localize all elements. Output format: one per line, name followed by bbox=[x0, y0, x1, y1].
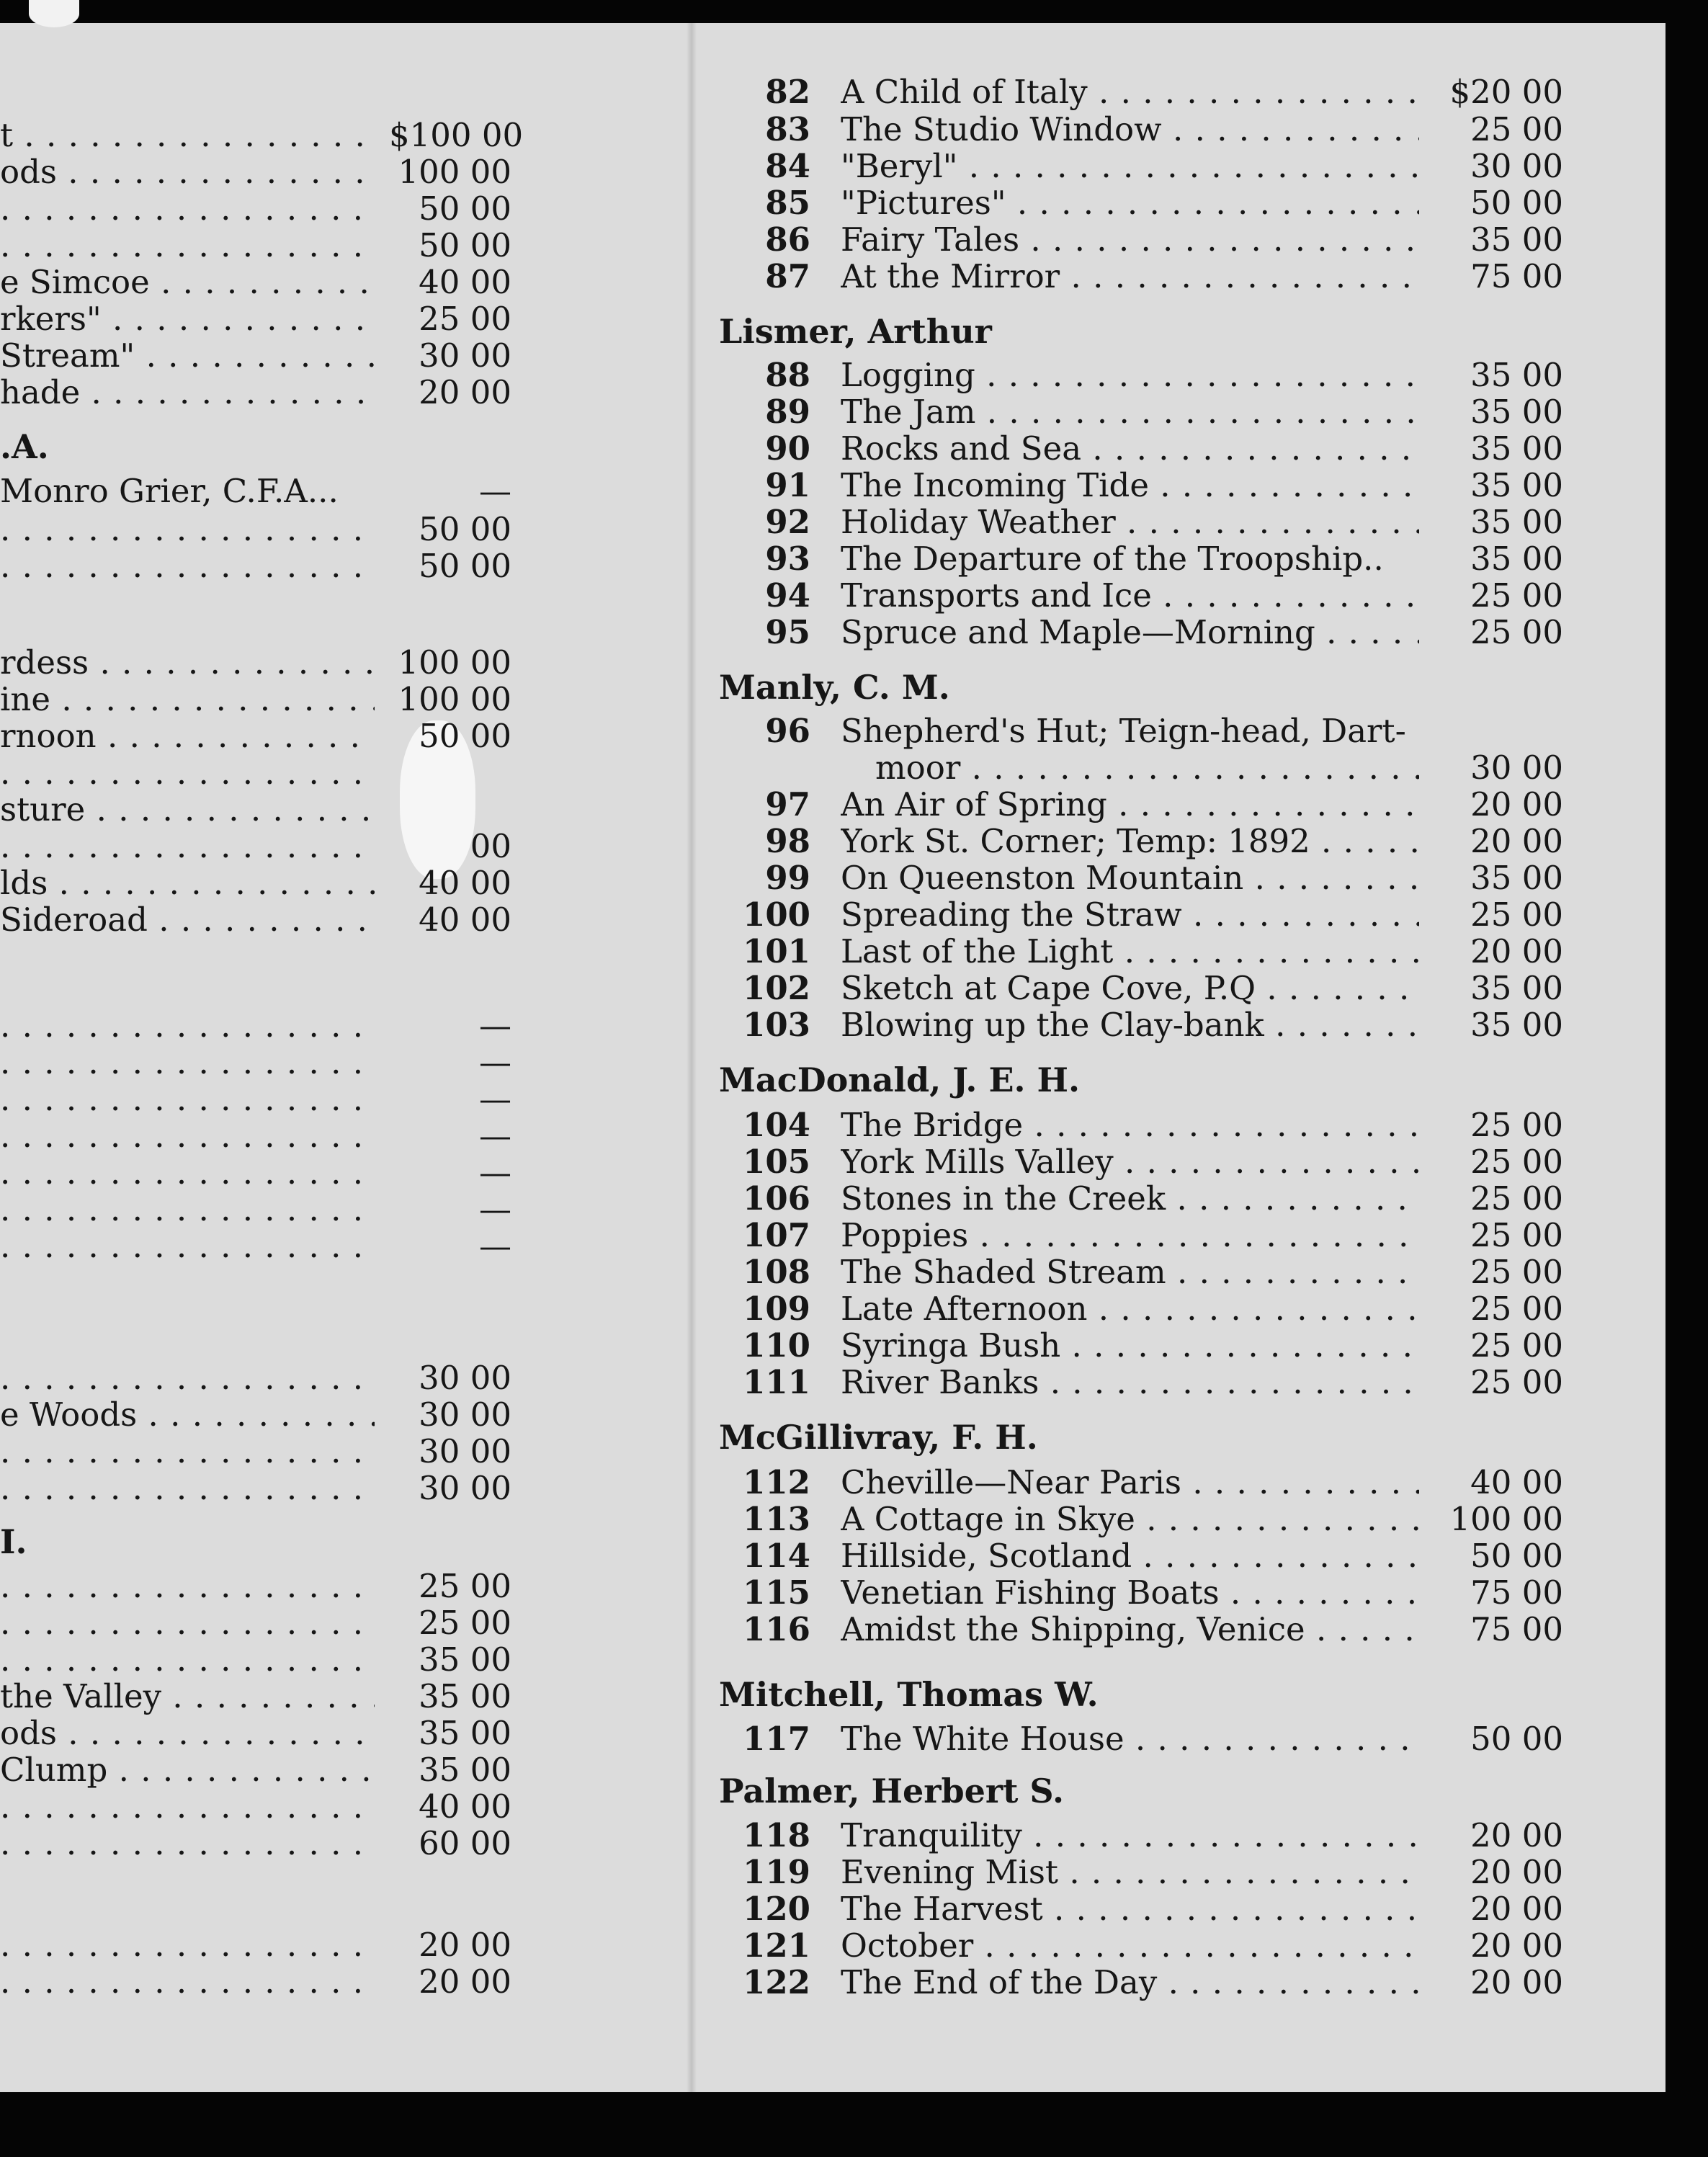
entry-title: The Shaded Stream . . . bbox=[841, 1254, 1419, 1291]
catalogue-entry bbox=[0, 614, 1585, 651]
entry-price: 20 00 bbox=[419, 1926, 511, 1964]
entry-title-fragment: ine . . . bbox=[0, 681, 375, 718]
catalogue-entry bbox=[0, 970, 1585, 1007]
entry-number: 120 bbox=[743, 1890, 810, 1928]
entry-price: 25 00 bbox=[419, 1604, 511, 1642]
entry-title: Spreading the Straw . . . bbox=[841, 896, 1419, 934]
catalogue-entry bbox=[0, 504, 1585, 541]
entry-price: 20 00 bbox=[1470, 932, 1563, 970]
entry-title: Spruce and Maple—Morning . . . bbox=[841, 614, 1419, 651]
entry-title: Logging . . . bbox=[841, 357, 1419, 394]
entry-number: 109 bbox=[743, 1290, 810, 1328]
catalogue-entry bbox=[0, 1180, 1585, 1218]
entry-price: 20 00 bbox=[1470, 785, 1563, 823]
entry-price: 20 00 bbox=[419, 373, 511, 411]
entry-price: — bbox=[479, 1227, 511, 1265]
entry-title-fragment: Sideroad . . . bbox=[0, 901, 375, 939]
artist-heading: Mitchell, Thomas W. bbox=[719, 1675, 1099, 1714]
entry-title-fragment: Monro Grier, C.F.A... bbox=[0, 473, 339, 510]
entry-title: Shepherd's Hut; Teign-head, Dart- bbox=[841, 713, 1406, 750]
catalogue-entry bbox=[0, 1964, 1585, 2001]
entry-price: 50 00 bbox=[1470, 1720, 1563, 1758]
entry-title: The Incoming Tide . . . bbox=[841, 467, 1419, 504]
entry-price: 35 00 bbox=[1470, 1006, 1563, 1044]
entry-price: 30 00 bbox=[1470, 749, 1563, 787]
entry-number: 113 bbox=[743, 1500, 810, 1538]
catalogue-entry bbox=[0, 540, 1585, 578]
entry-price: 35 00 bbox=[1470, 540, 1563, 578]
catalogue-entry bbox=[0, 148, 1585, 185]
entry-price: 00 bbox=[470, 827, 511, 865]
artist-heading: McGillivray, F. H. bbox=[719, 1418, 1038, 1457]
entry-title: The Studio Window . . . bbox=[841, 111, 1419, 148]
entry-price: 20 00 bbox=[1470, 1816, 1563, 1854]
catalogue-entry bbox=[0, 859, 1585, 897]
entry-number: 84 bbox=[765, 147, 810, 185]
catalogue-entry bbox=[0, 467, 1585, 504]
entry-price: 20 00 bbox=[1470, 822, 1563, 860]
entry-price: 50 00 bbox=[419, 547, 511, 585]
entry-price: 35 00 bbox=[419, 1640, 511, 1679]
catalogue-entry bbox=[0, 1254, 1585, 1291]
catalogue-entry bbox=[0, 111, 1585, 148]
entry-title-fragment: the Valley . . . bbox=[0, 1678, 375, 1715]
entry-title: Last of the Light . . . bbox=[841, 933, 1419, 970]
entry-title-fragment: Stream" . . . bbox=[0, 337, 375, 375]
entry-number: 110 bbox=[743, 1326, 810, 1365]
entry-price: 50 00 bbox=[1470, 184, 1563, 222]
entry-number: 94 bbox=[765, 576, 810, 615]
entry-price: 25 00 bbox=[419, 1567, 511, 1605]
entry-number: 104 bbox=[743, 1106, 810, 1144]
entry-title: Blowing up the Clay-bank . . . bbox=[841, 1006, 1419, 1044]
entry-number: 101 bbox=[743, 932, 810, 970]
entry-title: The Departure of the Troopship.. bbox=[841, 540, 1384, 578]
catalogue-entry bbox=[0, 1537, 1585, 1575]
catalogue-entry-fragment bbox=[0, 1678, 519, 1715]
entry-title: Venetian Fishing Boats . . . bbox=[841, 1574, 1419, 1612]
catalogue-entry bbox=[0, 823, 1585, 860]
entry-title: On Queenston Mountain . . . bbox=[841, 859, 1419, 897]
entry-number: 99 bbox=[765, 859, 810, 897]
entry-price: 35 00 bbox=[1470, 503, 1563, 541]
entry-title: The Jam . . . bbox=[841, 393, 1419, 431]
catalogue-entry bbox=[0, 1817, 1585, 1854]
entry-title-fragment bbox=[0, 1044, 375, 1081]
catalogue-entry bbox=[0, 1854, 1585, 1891]
entry-price: 30 00 bbox=[419, 1432, 511, 1470]
entry-number: 91 bbox=[765, 466, 810, 504]
entry-title: York Mills Valley . . . bbox=[841, 1143, 1419, 1181]
entry-number: 105 bbox=[743, 1143, 810, 1181]
entry-price: 40 00 bbox=[1470, 1463, 1563, 1501]
catalogue-entry bbox=[0, 786, 1585, 823]
artist-heading-fragment: I. bbox=[0, 1522, 27, 1561]
entry-title: Hillside, Scotland . . . bbox=[841, 1537, 1419, 1575]
entry-title: The Harvest . . . bbox=[841, 1890, 1419, 1928]
entry-price: 40 00 bbox=[419, 901, 511, 939]
entry-price: — bbox=[479, 1080, 511, 1118]
entry-title: Syringa Bush . . . bbox=[841, 1327, 1419, 1365]
entry-title-fragment: rkers" . . . bbox=[0, 300, 375, 338]
catalogue-entry bbox=[0, 184, 1585, 222]
artist-heading: Lismer, Arthur bbox=[719, 312, 992, 351]
entry-price: 25 00 bbox=[419, 300, 511, 338]
entry-price: 30 00 bbox=[419, 1359, 511, 1397]
entry-title: River Banks . . . bbox=[841, 1364, 1419, 1401]
entry-price: 40 00 bbox=[419, 864, 511, 902]
entry-price: 75 00 bbox=[1470, 1573, 1563, 1612]
entry-number: 93 bbox=[765, 540, 810, 578]
entry-number: 114 bbox=[743, 1537, 810, 1575]
entry-price: 20 00 bbox=[1470, 1926, 1563, 1965]
entry-title: Fairy Tales . . . bbox=[841, 221, 1419, 259]
entry-price: — bbox=[479, 1190, 511, 1228]
entry-title: A Child of Italy . . . bbox=[841, 73, 1419, 111]
catalogue-entry bbox=[0, 933, 1585, 970]
entry-price: — bbox=[479, 1006, 511, 1045]
entry-price: 25 00 bbox=[1470, 1290, 1563, 1328]
catalogue-entry bbox=[0, 1364, 1585, 1401]
catalogue-entry bbox=[0, 73, 1585, 111]
artist-heading: Manly, C. M. bbox=[719, 668, 950, 707]
entry-title-fragment: lds . . . bbox=[0, 865, 375, 902]
entry-price: 35 00 bbox=[1470, 356, 1563, 394]
entry-title: Sketch at Cape Cove, P.Q . . . bbox=[841, 970, 1419, 1007]
entry-price: 75 00 bbox=[1470, 1610, 1563, 1648]
entry-price: — bbox=[479, 472, 511, 510]
entry-price: 20 00 bbox=[1470, 1963, 1563, 2001]
entry-title: York St. Corner; Temp: 1892 . . . bbox=[841, 823, 1419, 860]
entry-number: 118 bbox=[743, 1816, 810, 1854]
entry-number: 98 bbox=[765, 822, 810, 860]
entry-price: 35 00 bbox=[419, 1714, 511, 1752]
catalogue-entry-fragment bbox=[0, 1396, 519, 1434]
entry-price: 30 00 bbox=[419, 1395, 511, 1434]
entry-price: 20 00 bbox=[1470, 1853, 1563, 1891]
entry-title: An Air of Spring . . . bbox=[841, 786, 1419, 823]
entry-title: Poppies . . . bbox=[841, 1217, 1419, 1254]
entry-title-fragment: rdess . . . bbox=[0, 644, 375, 682]
entry-price: 100 00 bbox=[1449, 1500, 1563, 1538]
torn-corner bbox=[29, 0, 79, 27]
entry-number: 111 bbox=[743, 1363, 810, 1401]
catalogue-entry bbox=[0, 1107, 1585, 1144]
entry-title-fragment: e Woods . . . bbox=[0, 1396, 375, 1434]
entry-price: 25 00 bbox=[1470, 1143, 1563, 1181]
catalogue-entry bbox=[0, 1143, 1585, 1181]
catalogue-entry bbox=[0, 1464, 1585, 1501]
entry-price: $100 00 bbox=[389, 116, 524, 154]
catalogue-entry bbox=[0, 1327, 1585, 1365]
catalogue-entry bbox=[0, 393, 1585, 431]
catalogue-entry bbox=[0, 577, 1585, 615]
catalogue-entry bbox=[0, 1574, 1585, 1612]
entry-price: — bbox=[479, 1153, 511, 1192]
entry-price: 35 00 bbox=[1470, 859, 1563, 897]
entry-price: 40 00 bbox=[419, 263, 511, 301]
entry-price: 20 00 bbox=[1470, 1890, 1563, 1928]
entry-title: Tranquility . . . bbox=[841, 1817, 1419, 1854]
entry-price: 30 00 bbox=[419, 1469, 511, 1507]
entry-title: moor . . . bbox=[875, 749, 1419, 787]
entry-price: 25 00 bbox=[1470, 1363, 1563, 1401]
entry-title: Evening Mist . . . bbox=[841, 1854, 1419, 1891]
catalogue-entry bbox=[0, 258, 1585, 295]
entry-price: 35 00 bbox=[1470, 466, 1563, 504]
entry-title-fragment: hade . . . bbox=[0, 374, 375, 411]
entry-number: 107 bbox=[743, 1216, 810, 1254]
entry-title: Rocks and Sea . . . bbox=[841, 430, 1419, 468]
artist-heading-fragment: .A. bbox=[0, 427, 49, 466]
entry-number: 92 bbox=[765, 503, 810, 541]
entry-title: Cheville—Near Paris . . . bbox=[841, 1464, 1419, 1501]
entry-number: 85 bbox=[765, 184, 810, 222]
entry-number: 112 bbox=[743, 1463, 810, 1501]
entry-title: October . . . bbox=[841, 1927, 1419, 1965]
entry-number: 108 bbox=[743, 1253, 810, 1291]
catalogue-entry bbox=[0, 221, 1585, 259]
catalogue-entry bbox=[0, 896, 1585, 934]
entry-price: 50 00 bbox=[419, 189, 511, 228]
entry-price: 40 00 bbox=[419, 1787, 511, 1826]
entry-title-fragment: ods . . . bbox=[0, 153, 375, 191]
entry-price: 25 00 bbox=[1470, 1253, 1563, 1291]
entry-number: 87 bbox=[765, 257, 810, 295]
catalogue-entry bbox=[0, 1501, 1585, 1538]
entry-number: 102 bbox=[743, 969, 810, 1007]
artist-heading: MacDonald, J. E. H. bbox=[719, 1060, 1081, 1099]
entry-number: 86 bbox=[765, 220, 810, 259]
entry-price: 35 00 bbox=[1470, 429, 1563, 468]
entry-title: "Beryl" . . . bbox=[841, 148, 1419, 185]
entry-title: The Bridge . . . bbox=[841, 1107, 1419, 1144]
entry-number: 106 bbox=[743, 1179, 810, 1218]
entry-title-fragment: rnoon . . . bbox=[0, 718, 375, 755]
entry-price: 25 00 bbox=[1470, 1179, 1563, 1218]
catalogue-entry bbox=[0, 427, 1585, 468]
entry-title: Amidst the Shipping, Venice . . . bbox=[841, 1611, 1419, 1648]
entry-price: 35 00 bbox=[1470, 969, 1563, 1007]
entry-price: 20 00 bbox=[419, 1962, 511, 2001]
entry-price: 50 00 bbox=[1470, 1537, 1563, 1575]
catalogue-entry-fragment bbox=[0, 300, 519, 338]
entry-price: 35 00 bbox=[419, 1751, 511, 1789]
entry-price: 35 00 bbox=[419, 1677, 511, 1715]
entry-price: 25 00 bbox=[1470, 576, 1563, 615]
catalogue-entry bbox=[0, 1927, 1585, 1965]
entry-price: 100 00 bbox=[398, 643, 511, 682]
entry-title: A Cottage in Skye . . . bbox=[841, 1501, 1419, 1538]
catalogue-entry bbox=[0, 1890, 1585, 1928]
entry-price: 25 00 bbox=[1470, 1106, 1563, 1144]
entry-title-fragment: Clump . . . bbox=[0, 1751, 375, 1789]
entry-number: 88 bbox=[765, 356, 810, 394]
entry-price: $20 00 bbox=[1449, 73, 1563, 111]
entry-number: 90 bbox=[765, 429, 810, 468]
catalogue-entry bbox=[0, 1006, 1585, 1044]
catalogue-entry bbox=[0, 1217, 1585, 1254]
entry-number: 100 bbox=[743, 896, 810, 934]
catalogue-entry bbox=[0, 357, 1585, 394]
entry-number: 122 bbox=[743, 1963, 810, 2001]
entry-price: 30 00 bbox=[1470, 147, 1563, 185]
entry-title-fragment: e Simcoe . . . bbox=[0, 264, 375, 301]
entry-number: 121 bbox=[743, 1926, 810, 1965]
entry-number: 96 bbox=[765, 712, 810, 750]
entry-title-fragment: sture . . . bbox=[0, 791, 375, 829]
entry-price: 50 00 bbox=[419, 717, 511, 755]
entry-number: 95 bbox=[765, 613, 810, 651]
entry-price: 25 00 bbox=[1470, 1326, 1563, 1365]
entry-price: 35 00 bbox=[1470, 393, 1563, 431]
entry-number: 89 bbox=[765, 393, 810, 431]
page-fold bbox=[687, 23, 697, 2092]
entry-price: 100 00 bbox=[398, 680, 511, 718]
entry-number: 82 bbox=[765, 73, 810, 111]
entry-title: "Pictures" . . . bbox=[841, 184, 1419, 222]
entry-title: Late Afternoon . . . bbox=[841, 1290, 1419, 1328]
catalogue-entry bbox=[0, 1290, 1585, 1328]
entry-price: — bbox=[479, 1043, 511, 1081]
catalogue-entry bbox=[0, 1611, 1585, 1648]
entry-price: 25 00 bbox=[1470, 896, 1563, 934]
entry-price: 35 00 bbox=[1470, 220, 1563, 259]
entry-title: The White House . . . bbox=[841, 1720, 1419, 1758]
entry-price: 60 00 bbox=[419, 1824, 511, 1862]
entry-price: 75 00 bbox=[1470, 257, 1563, 295]
entry-price: — bbox=[479, 1117, 511, 1155]
entry-title: Stones in the Creek . . . bbox=[841, 1180, 1419, 1218]
entry-title-fragment: ods . . . bbox=[0, 1715, 375, 1752]
artist-heading: Palmer, Herbert S. bbox=[719, 1772, 1064, 1810]
entry-number: 103 bbox=[743, 1006, 810, 1044]
entry-number: 115 bbox=[743, 1573, 810, 1612]
entry-number: 83 bbox=[765, 110, 810, 148]
entry-price: 25 00 bbox=[1470, 110, 1563, 148]
entry-price: 30 00 bbox=[419, 336, 511, 375]
entry-title: Holiday Weather . . . bbox=[841, 504, 1419, 541]
entry-number: 119 bbox=[743, 1853, 810, 1891]
entry-price: 25 00 bbox=[1470, 1216, 1563, 1254]
entry-number: 116 bbox=[743, 1610, 810, 1648]
entry-price: 25 00 bbox=[1470, 613, 1563, 651]
entry-title: Transports and Ice . . . bbox=[841, 577, 1419, 615]
entry-title: The End of the Day . . . bbox=[841, 1964, 1419, 2001]
catalogue-entry bbox=[0, 749, 1585, 787]
entry-price: 100 00 bbox=[398, 153, 511, 191]
catalogue-entry-fragment bbox=[0, 1044, 519, 1081]
entry-price: 50 00 bbox=[419, 226, 511, 264]
catalogue-entry bbox=[0, 1720, 1585, 1758]
entry-title: At the Mirror . . . bbox=[841, 258, 1419, 295]
entry-number: 117 bbox=[743, 1720, 810, 1758]
catalogue-entry bbox=[0, 713, 1585, 750]
entry-price: 50 00 bbox=[419, 510, 511, 548]
entry-number: 97 bbox=[765, 785, 810, 823]
entry-title-fragment: t . . . bbox=[0, 117, 375, 154]
